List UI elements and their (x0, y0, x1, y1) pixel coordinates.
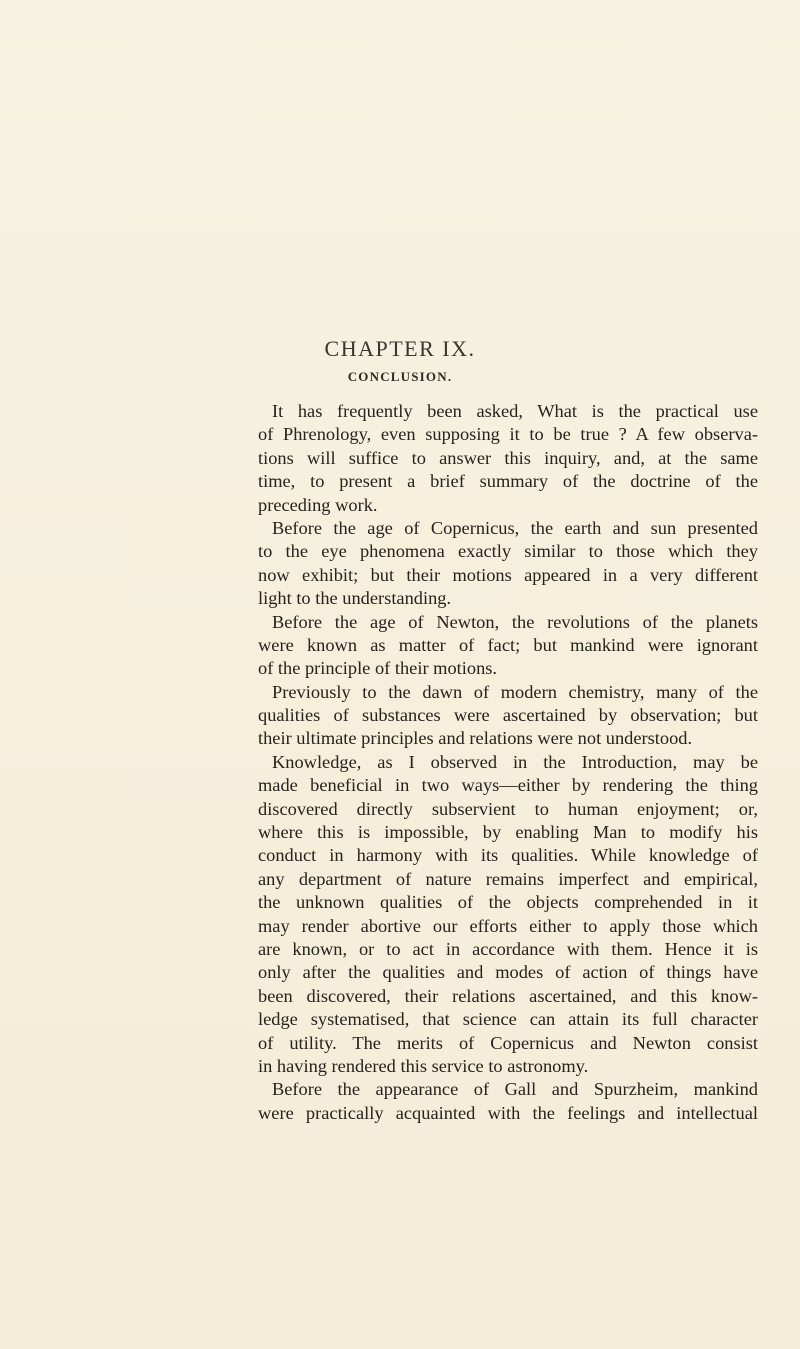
text-line: may render abortive our efforts either to apply those which (258, 915, 758, 936)
body-text (258, 400, 758, 1125)
text-line: discovered directly subservient to human enjoyment; or, (258, 798, 758, 819)
section-heading: CONCLUSION. (347, 369, 453, 384)
text-line: It has frequently been asked, What is the practical use (272, 401, 758, 421)
text-line: their ultimate principles and relations were not understood. (258, 728, 693, 749)
text-line: light to the understanding. (258, 588, 452, 609)
text-line: been discovered, their relations ascertained, and this know- (258, 985, 758, 1006)
text-line: now exhibit; but their motions appeared in a very different (258, 564, 758, 585)
text-line: only after the qualities and modes of action of things have (258, 962, 758, 983)
text-line: of the principle of their motions. (258, 658, 498, 679)
text-line: preceding work. (258, 494, 378, 515)
text-line: were practically acquainted with the feelings and intellectual (258, 1102, 758, 1123)
text-line: are known, or to act in accordance with them. Hence it is (258, 938, 758, 959)
text-line: tions will suffice to answer this inquiry, and, at the same (258, 447, 758, 468)
text-line: ledge systematised, that science can attain its full character (258, 1009, 758, 1030)
text-line: to the eye phenomena exactly similar to those which they (258, 541, 758, 562)
text-line: made beneficial in two ways—either by rendering the thing (258, 775, 758, 796)
chapter-heading: CHAPTER IX. (324, 336, 476, 361)
text-line: of Phrenology, even supposing it to be true ? A few observa- (258, 424, 758, 445)
text-line: Before the appearance of Gall and Spurzheim, mankind (272, 1079, 758, 1100)
text-line: Before the age of Copernicus, the earth and sun presented (272, 517, 758, 538)
text-line: in having rendered this service to astronomy. (258, 1055, 589, 1076)
text-line: were known as matter of fact; but mankind were ignorant (258, 634, 758, 655)
text-line: qualities of substances were ascertained by observation; but (258, 705, 758, 726)
text-line: Before the age of Newton, the revolutions of the planets (272, 611, 758, 632)
text-line: Previously to the dawn of modern chemistry, many of the (272, 681, 758, 702)
text-line: the unknown qualities of the objects comprehended in it (258, 892, 758, 913)
text-line: time, to present a brief summary of the doctrine of the (258, 471, 758, 492)
text-line: any department of nature remains imperfect and empirical, (258, 868, 758, 889)
text-line: Knowledge, as I observed in the Introduction, may be (272, 751, 758, 772)
text-line: conduct in harmony with its qualities. While knowledge of (258, 845, 758, 866)
text-line: of utility. The merits of Copernicus and Newton consist (258, 1032, 758, 1053)
text-line: where this is impossible, by enabling Man to modify his (258, 822, 758, 843)
